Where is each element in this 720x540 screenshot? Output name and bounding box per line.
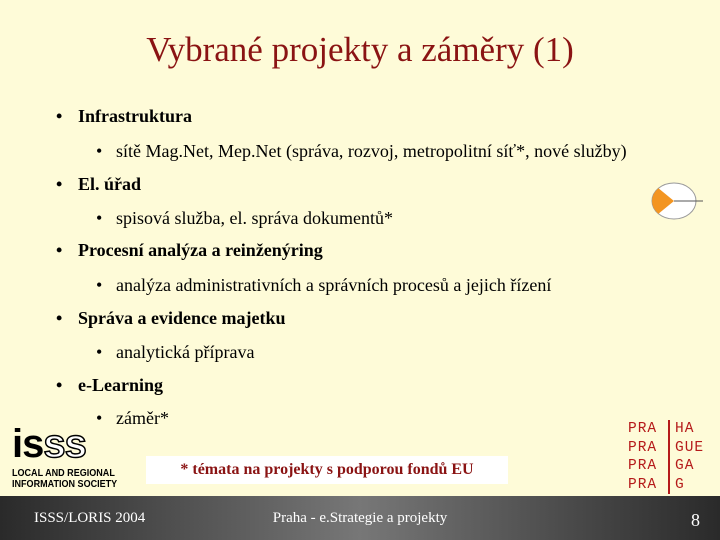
- bullet-item: [56, 106, 192, 127]
- bullet-dot: •: [56, 240, 63, 260]
- bullet-item: [56, 174, 141, 195]
- praha-logo-right: G: [675, 476, 685, 493]
- footer-title: Praha - e.Strategie a projekty: [272, 510, 448, 526]
- bullet-dot: •: [96, 141, 103, 161]
- bullet-dot: •: [96, 342, 103, 362]
- praha-logo-row: [628, 420, 706, 439]
- sub-bullet-label: spisová služba, el. správa dokumentů*: [116, 208, 393, 228]
- sub-bullet-item: [96, 208, 393, 229]
- slide-title: Vybrané projekty a záměry (1): [146, 30, 574, 69]
- praha-logo-right: HA: [675, 421, 695, 437]
- bullet-dot: •: [56, 375, 63, 395]
- isss-logo: [12, 422, 118, 492]
- isss-logo-line2: INFORMATION SOCIETY: [12, 478, 118, 490]
- bullet-item: [56, 375, 163, 396]
- praha-logo-left: PRA: [628, 439, 658, 456]
- isss-letter-i: i: [12, 422, 23, 466]
- praha-logo-left: PRA: [628, 458, 658, 474]
- footnote: * témata na projekty s podporou fondů EU: [146, 456, 508, 484]
- praha-logo-right: GA: [675, 458, 695, 474]
- slide-footer: [0, 496, 720, 540]
- praha-logo-divider: [668, 457, 670, 476]
- bullet-dot: •: [96, 408, 103, 428]
- sub-bullet-item: [96, 342, 254, 363]
- praha-logo-left: PRA: [628, 421, 658, 437]
- praha-logo-row: [628, 476, 706, 495]
- sub-bullet-label: analýza administrativních a správních procesů a jejich řízení: [116, 275, 552, 295]
- sub-bullet-label: záměr*: [116, 408, 169, 428]
- page-number: 8: [691, 510, 700, 530]
- praha-logo-divider: [668, 420, 670, 439]
- sub-bullet-item: [96, 275, 551, 296]
- bullet-dot: •: [56, 308, 63, 328]
- praha-logo-row: [628, 439, 706, 458]
- bullet-dot: •: [56, 106, 63, 126]
- bullet-label: El. úřad: [78, 174, 142, 194]
- isss-letters-ss: ss: [43, 422, 86, 466]
- bullet-dot: •: [96, 208, 103, 228]
- praha-logo: [628, 420, 706, 496]
- sub-bullet-label: sítě Mag.Net, Mep.Net (správa, rozvoj, metropolitní síť*, nové služby): [116, 141, 627, 161]
- bullet-label: Správa a evidence majetku: [78, 308, 286, 328]
- footer-conference: ISSS/LORIS 2004: [34, 510, 146, 526]
- bullet-item: [56, 240, 323, 261]
- bullet-dot: •: [96, 275, 103, 295]
- bullet-label: Procesní analýza a reinženýring: [78, 240, 323, 260]
- isss-letter-s: s: [22, 422, 44, 466]
- isss-logo-line1: LOCAL AND REGIONAL: [12, 467, 115, 479]
- bullet-item: [56, 308, 285, 329]
- praha-logo-divider: [668, 439, 670, 458]
- praha-logo-left: PRA: [628, 476, 658, 493]
- progress-pie-icon: [648, 180, 704, 224]
- praha-logo-divider: [668, 476, 670, 495]
- isss-logo-wordmark: [12, 424, 112, 464]
- bullet-dot: •: [56, 174, 63, 194]
- praha-logo-row: [628, 457, 706, 476]
- bullet-label: Infrastruktura: [78, 106, 193, 126]
- bullet-label: e-Learning: [78, 375, 163, 395]
- praha-logo-right: GUE: [675, 439, 705, 456]
- sub-bullet-item: [96, 141, 627, 162]
- sub-bullet-label: analytická příprava: [116, 342, 255, 362]
